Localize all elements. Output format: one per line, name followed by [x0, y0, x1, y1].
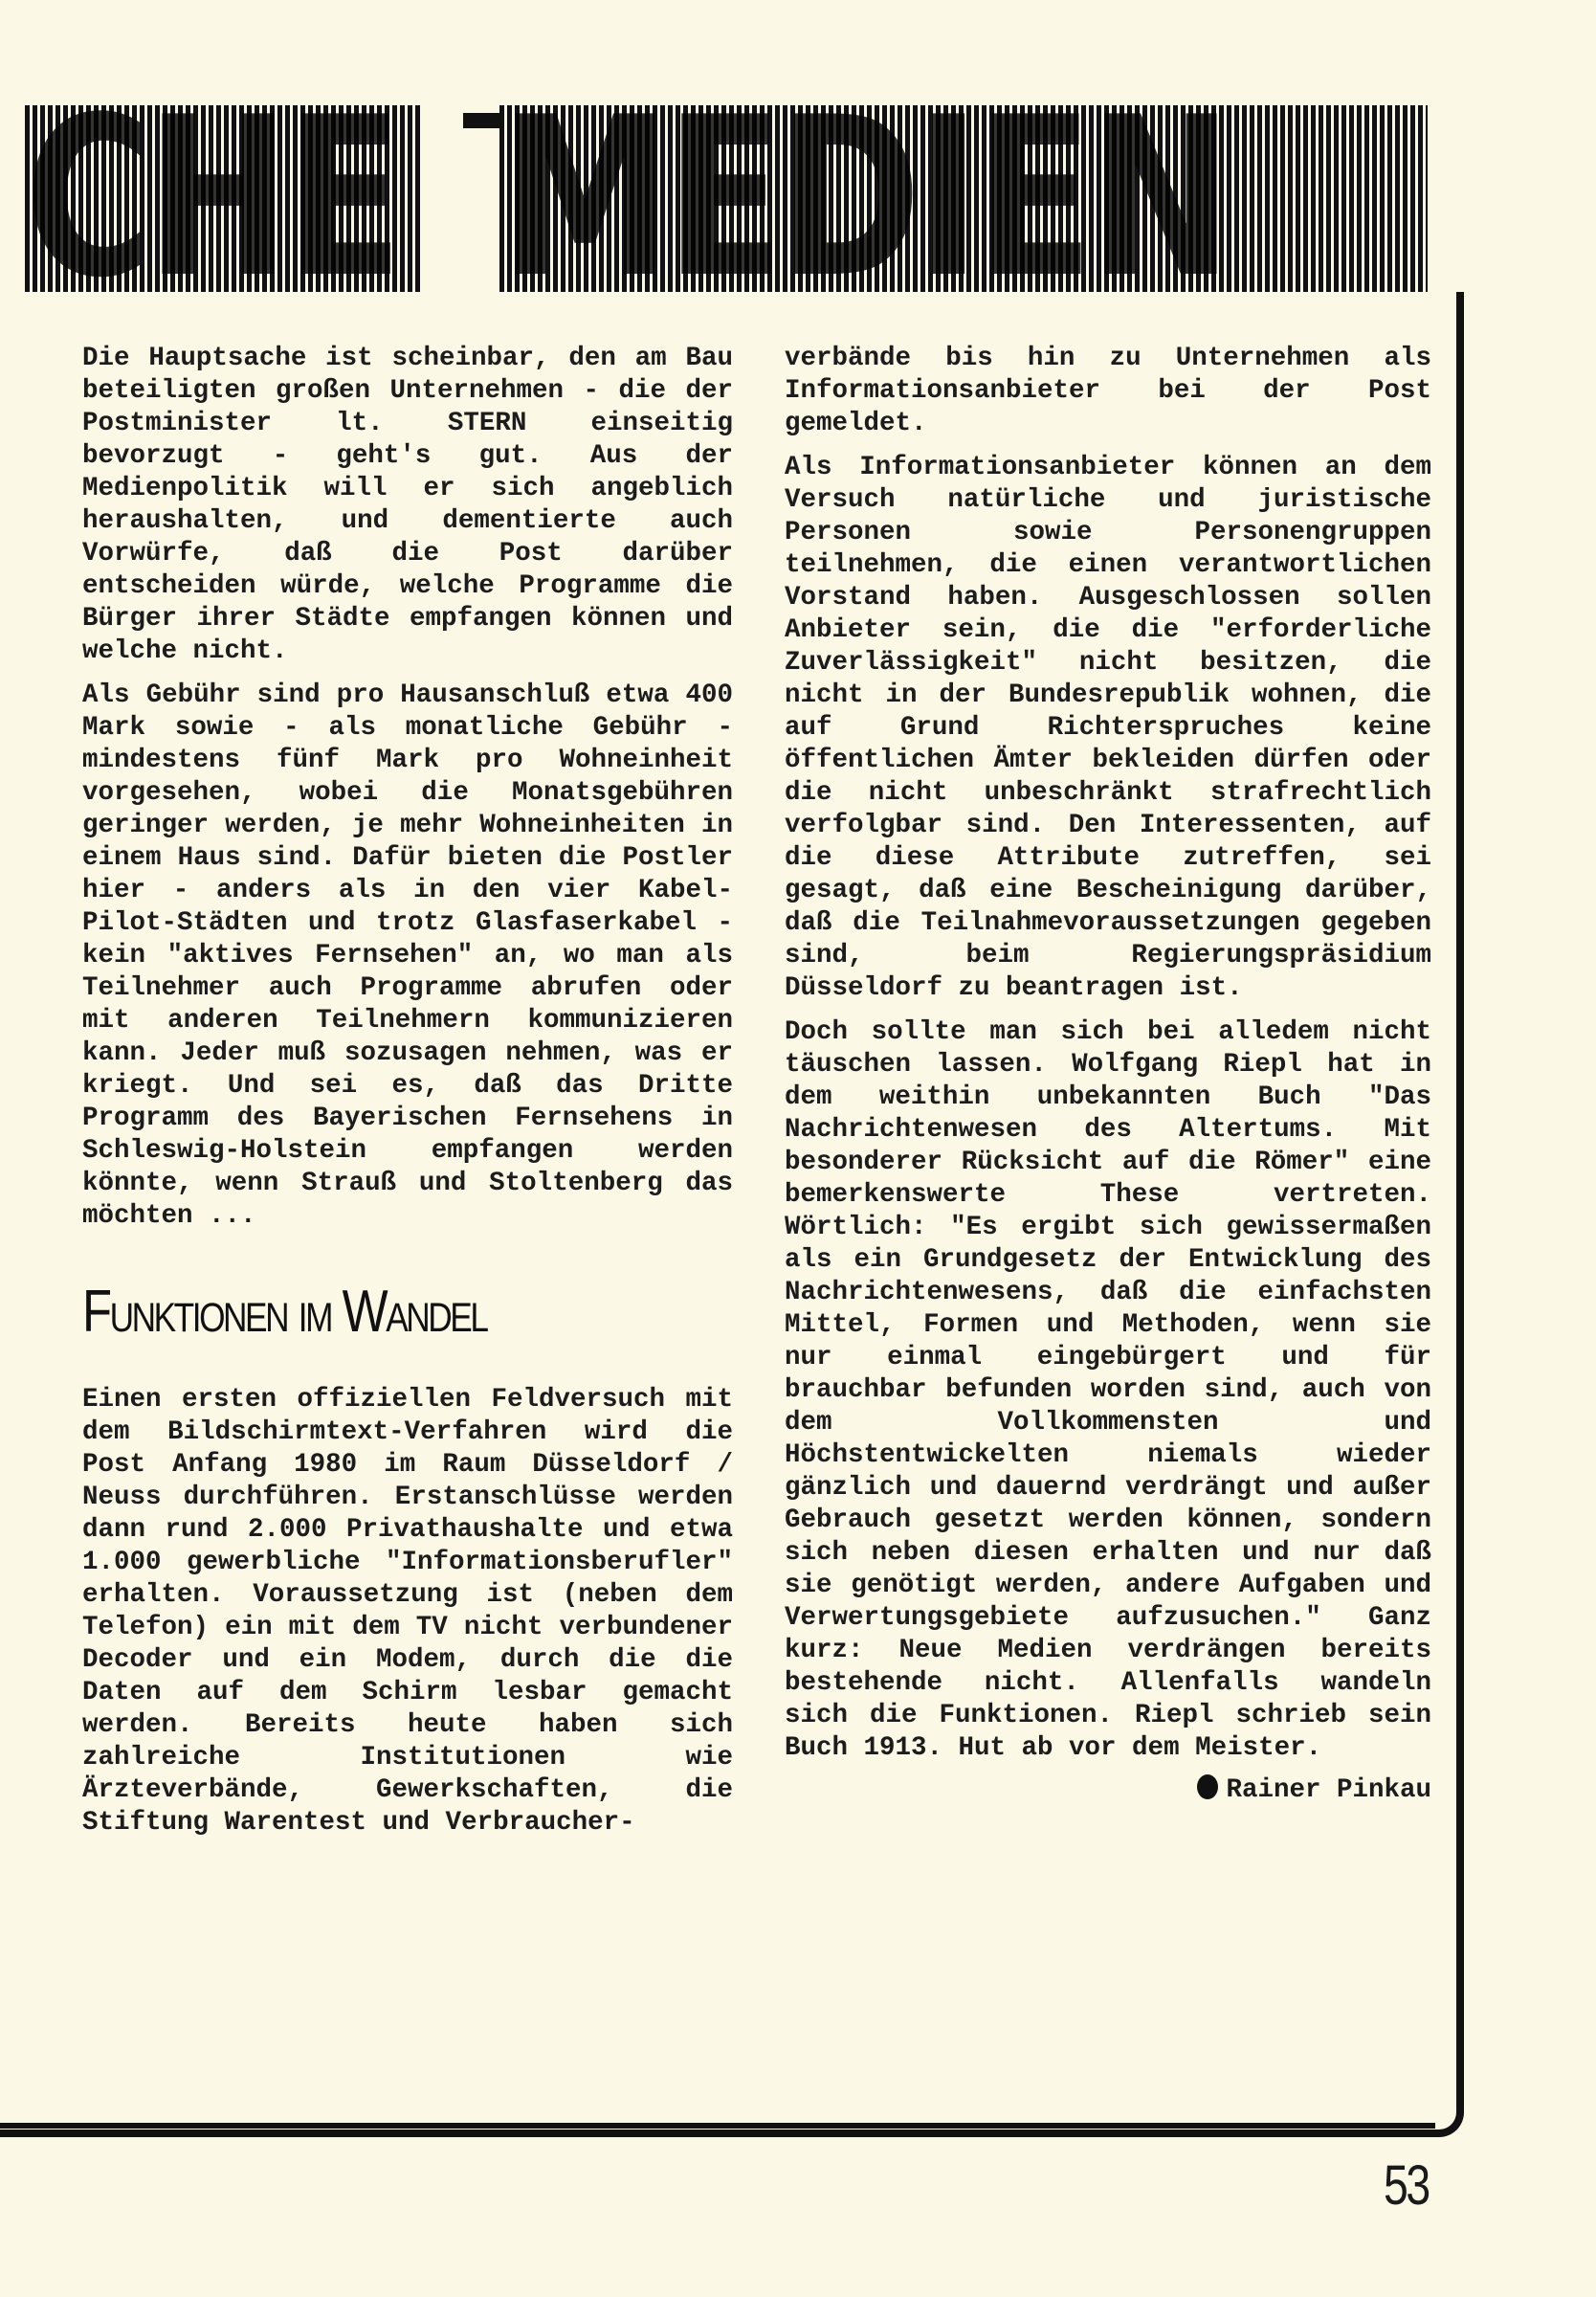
paragraph: Die Hauptsache ist scheinbar, den am Bau beteiligten großen Unternehmen - die der Postminister lt. STERN einseitig bevorzugt - geht's gut. Aus der Medienpolitik will er sich angeblich heraushalten, und dementierte auch Vorwürfe, daß die Post darüber entscheiden würde, welche Programme die Bürger ihrer Städte empfangen können und welche nicht.	[82, 344, 733, 666]
paragraph: Doch sollte man sich bei alledem nicht täuschen lassen. Wolfgang Riepl hat in dem weithin unbekannten Buch "Das Nachrichtenwesen des Altertums. Mit besonderer Rücksicht auf die Römer" eine bemerkenswerte These vertreten. Wörtlich: "Es ergibt sich gewissermaßen als ein Grundgesetz der Entwicklung des Nachrichtenwesens, daß die einfachsten Mittel, Formen und Methoden, wenn sie nur einmal eingebürgert und für brauchbar befunden worden sind, auch von dem Vollkommensten und Höchstentwickelten niemals wieder gänzlich und dauernd verdrängt und außer Gebrauch gesetzt werden können, sondern sich neben diesen erhalten und nur daß sie genötigt werden, andere Aufgaben und Verwertungsgebiete aufzusuchen." Ganz kurz: Neue Medien verdrängen bereits bestehende nicht. Allenfalls wandeln sich die Funktionen. Riepl schrieb sein Buch 1913. Hut ab vor dem Meister.	[785, 1017, 1431, 1763]
banner-word-right	[499, 105, 1428, 292]
right-column	[785, 343, 1431, 1807]
left-column	[82, 343, 733, 1851]
paragraph: Einen ersten offiziellen Feldversuch mit dem Bildschirmtext-Verfahren wird die Post Anfang 1980 im Raum Düsseldorf / Neuss durchführen. Erstanschlüsse werden dann rund 2.000 Privathaushalte und etwa 1.000 gewerbliche "Informationsberufler" erhalten. Voraussetzung ist (neben dem Telefon) ein mit dem TV nicht verbundener Decoder und ein Modem, durch die die Daten auf dem Schirm lesbar gemacht werden. Bereits heute haben sich zahlreiche Institutionen wie Ärzteverbände, Gewerkschaften, die Stiftung Warentest und Verbraucher-	[82, 1385, 733, 1838]
frame-bottom-rule	[0, 2123, 1435, 2129]
banner-word-left	[25, 105, 423, 292]
banner-text-right: MEDIEN	[499, 105, 1229, 292]
paragraph: verbände bis hin zu Unternehmen als Informationsanbieter bei der Post gemeldet.	[785, 344, 1431, 438]
paragraph: Als Informationsanbieter können an dem Versuch natürliche und juristische Personen sowie Personengruppen teilnehmen, die einen verantwortlichen Vorstand haben. Ausgeschlossen sollen Anbieter sein, die die "erforderliche Zuverlässigkeit" nicht besitzen, die nicht in der Bundesrepublik wohnen, die auf Grund Richterspruches keine öffentlichen Ämter bekleiden dürfen oder die nicht unbeschränkt strafrechtlich verfolgbar sind. Den Interessenten, auf die diese Attribute zutreffen, sei gesagt, daß eine Bescheinigung darüber, daß die Teilnahmevoraussetzungen gegeben sind, beim Regierungspräsidium Düsseldorf zu beantragen ist.	[785, 453, 1431, 1003]
banner-text-left: CHE	[25, 105, 399, 292]
bullet-icon	[1197, 1774, 1218, 1799]
paragraph: Als Gebühr sind pro Hausanschluß etwa 400 Mark sowie - als monatliche Gebühr - mindestens fünf Mark pro Wohneinheit vorgesehen, wobei die Monatsgebühren geringer werden, je mehr Wohneinheiten in einem Haus sind. Dafür bieten die Postler hier - anders als in den vier Kabel-Pilot-Städten und trotz Glasfaserkabel - kein "aktives Fernsehen" an, wo man als Teilnehmer auch Programme abrufen oder mit anderen Teilnehmern kommunizieren kann. Jeder muß sozusagen nehmen, was er kriegt. Und sei es, daß das Dritte Programm des Bayerischen Fernsehens in Schleswig-Holstein empfangen werden könnte, wenn Strauß und Stoltenberg das möchten ...	[82, 680, 733, 1231]
page-number: 53	[1384, 2154, 1429, 2217]
title-banner	[25, 105, 1454, 292]
author-name: Rainer Pinkau	[1226, 1775, 1431, 1805]
author-byline	[785, 1774, 1431, 1807]
subheading: Funktionen im Wandel	[82, 1279, 487, 1345]
